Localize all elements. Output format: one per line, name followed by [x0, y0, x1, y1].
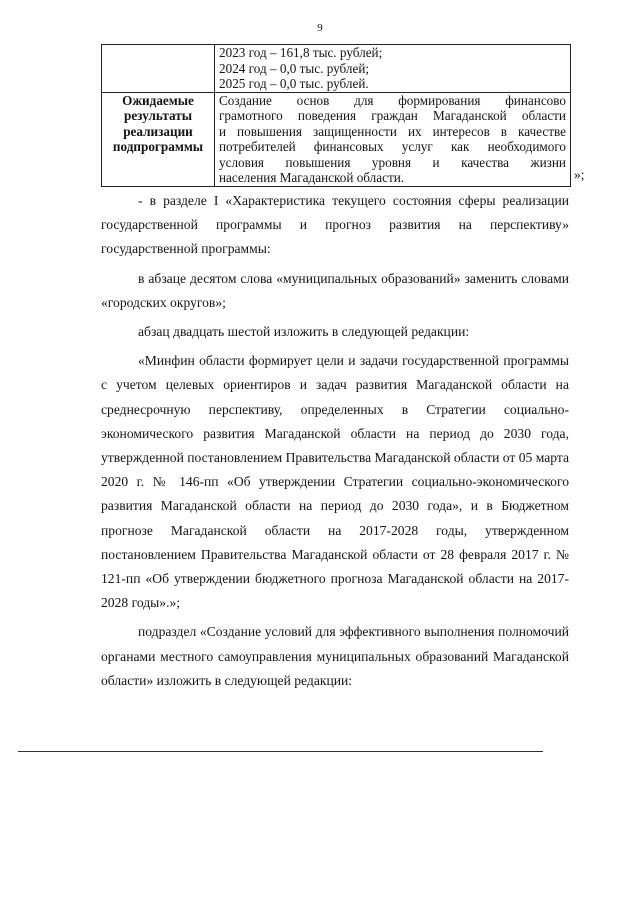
paragraph: абзац двадцать шестой изложить в следующей редакции: — [138, 324, 470, 340]
funding-line: 2023 год – 161,8 тыс. рублей; — [219, 45, 383, 60]
results-label: Ожидаемые результаты реализации подпрограммы — [102, 92, 215, 186]
document-body — [101, 189, 569, 698]
results-value-cell — [215, 92, 571, 186]
footer-rule — [18, 751, 543, 752]
funding-line: 2024 год – 0,0 тыс. рублей; — [219, 60, 370, 76]
closing-quote: »; — [574, 167, 585, 182]
funding-row — [102, 45, 571, 93]
page-number: 9 — [317, 22, 323, 34]
funding-line: 2025 год – 0,0 тыс. рублей. — [219, 76, 369, 91]
subprogram-passport-table — [101, 44, 571, 187]
results-row — [102, 92, 571, 186]
results-line: потребителей финансовых услуг как необходимого — [219, 139, 566, 154]
paragraph: в абзаце десятом слова «муниципальных образований» заменить словами «городских округов»; — [101, 270, 569, 310]
results-line: Создание основ для формирования финансово — [219, 92, 566, 108]
funding-value-cell — [215, 45, 571, 93]
funding-label-cell — [102, 45, 215, 93]
results-line: условия повышения уровня и качества жизни — [219, 154, 566, 170]
paragraph: подраздел «Создание условий для эффективного выполнения полномочий органами местного самоуправления муниципальных образований Магаданской области» изложить в следующей редакции: — [101, 624, 569, 688]
results-line: населения Магаданской области. — [219, 170, 405, 185]
paragraph: «Минфин области формирует цели и задачи государственной программы с учетом целевых ориентиров и задач развития Магаданской области на среднесрочную перспективу, определенных в Стратегии социально-экономического развития Магаданской области на период до 2030 года, утвержденной постановлением Правительства Магаданской области от 05 марта 2020 г. № 146-пп «Об утверждении Стратегии социально-экономического развития Магаданской области на период до 2030 года», и в Бюджетном прогнозе Магаданской области на 2017-2028 годы, утвержденном постановлением Правительства Магаданской области от 28 февраля 2017 г. № 121-пп «Об утверждении бюджетного прогноза Магаданской области на 2017-2028 годы».»; — [101, 353, 569, 611]
paragraph: - в разделе I «Характеристика текущего состояния сферы реализации государственной программы и прогноз развития на перспективу» государственной программы: — [101, 193, 569, 257]
results-line: грамотного поведения граждан Магаданской области — [219, 108, 566, 123]
results-line: и повышения защищенности их интересов в качестве — [219, 123, 566, 139]
